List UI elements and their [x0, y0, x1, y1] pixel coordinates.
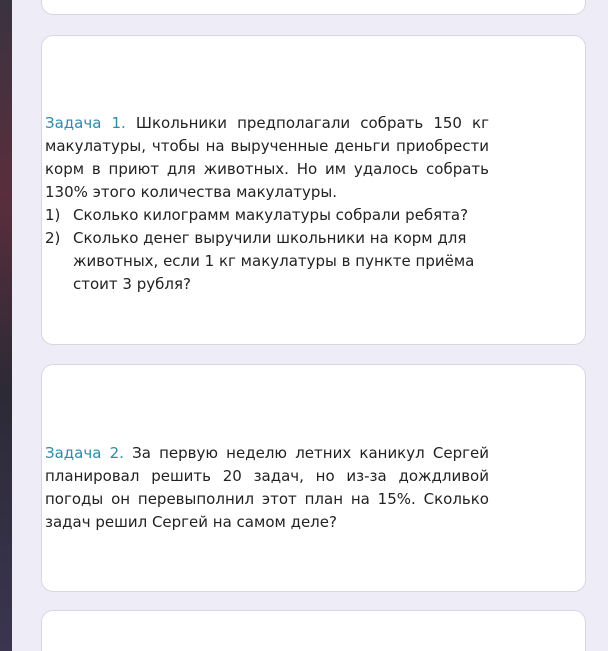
- card-next: [41, 610, 586, 651]
- question-text: Сколько денег выручили школьники на корм для животных, если 1 кг макулатуры в пункте приёма стоит 3 рубля?: [73, 229, 475, 293]
- task-2-paragraph: [45, 442, 489, 534]
- question-number: 1): [45, 206, 61, 224]
- task-1-paragraph: [45, 112, 489, 204]
- task-2-text: За первую неделю летних каникул Сергей планировал решить 20 задач, но из-за дождливой погоды он перевыполнил этот план на 15%. Сколько задач решил Сергей на самом деле?: [45, 444, 489, 531]
- task-2-content: [45, 442, 489, 534]
- task-1-questions: [45, 204, 489, 296]
- task-1-text: Школьники предполагали собрать 150 кг макулатуры, чтобы на вырученные деньги приобрести корм в приют для животных. Но им удалось собрать 130% этого количества макулатуры.: [45, 114, 489, 201]
- question-text: Сколько килограмм макулатуры собрали ребята?: [73, 206, 469, 224]
- task-2-label: Задача 2.: [45, 444, 124, 462]
- task-1-label: Задача 1.: [45, 114, 126, 132]
- question-number: 2): [45, 229, 61, 247]
- question-item: [45, 204, 489, 227]
- question-item: [45, 227, 489, 296]
- task-1-content: [45, 112, 489, 296]
- background-strip: [0, 0, 12, 651]
- card-previous: [41, 0, 586, 15]
